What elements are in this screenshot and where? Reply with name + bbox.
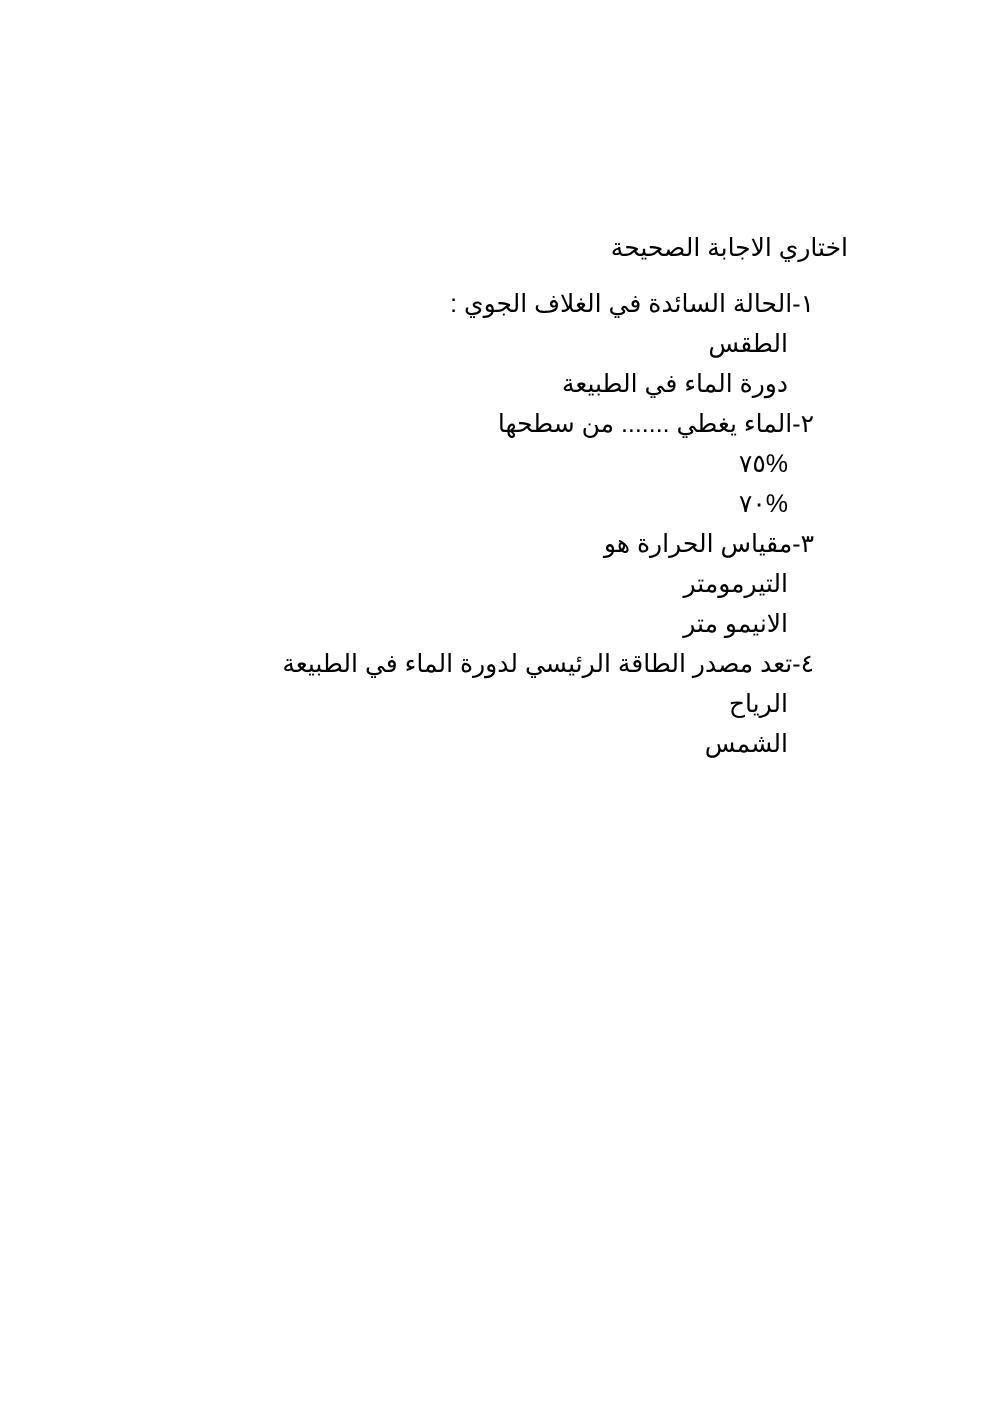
choice-item[interactable]: الرياح [728,690,788,718]
question-line [288,404,848,444]
choice-item[interactable]: الشمس [704,730,788,758]
question-separator: - [792,290,801,318]
question-separator: - [792,410,801,438]
question-text: تعد مصدر الطاقة الرئيسي لدورة الماء في الطبيعة [282,650,793,678]
choice-item[interactable]: الانيمو متر [683,610,788,638]
question-number: ٢ [800,410,814,438]
question-text: الحالة السائدة في الغلاف الجوي : [450,290,793,318]
choice-list [288,444,848,524]
question-separator: - [792,650,801,678]
choice-item[interactable]: الطقس [708,330,788,358]
choice-list [288,564,848,644]
choice-list [288,684,848,764]
choice-item[interactable]: التيرمومتر [683,570,788,598]
question-4 [282,644,848,764]
choice-list [288,324,848,404]
choice-item[interactable]: %٧٠ [738,490,788,518]
question-text: الماء يغطي ....... من سطحها [497,410,793,438]
question-line [282,644,848,684]
question-number: ٤ [800,650,814,678]
choice-item[interactable]: دورة الماء في الطبيعة [561,370,788,398]
question-2 [288,404,848,524]
question-separator: - [792,530,801,558]
question-text: مقياس الحرارة هو [603,530,793,558]
question-1 [288,284,848,404]
choice-item[interactable]: %٧٥ [738,450,788,478]
worksheet-title: اختاري الاجابة الصحيحة [610,234,848,262]
worksheet [282,228,848,764]
question-number: ٣ [800,530,814,558]
question-number: ١ [800,290,814,318]
question-line [288,524,848,564]
question-line [288,284,848,324]
question-3 [288,524,848,644]
